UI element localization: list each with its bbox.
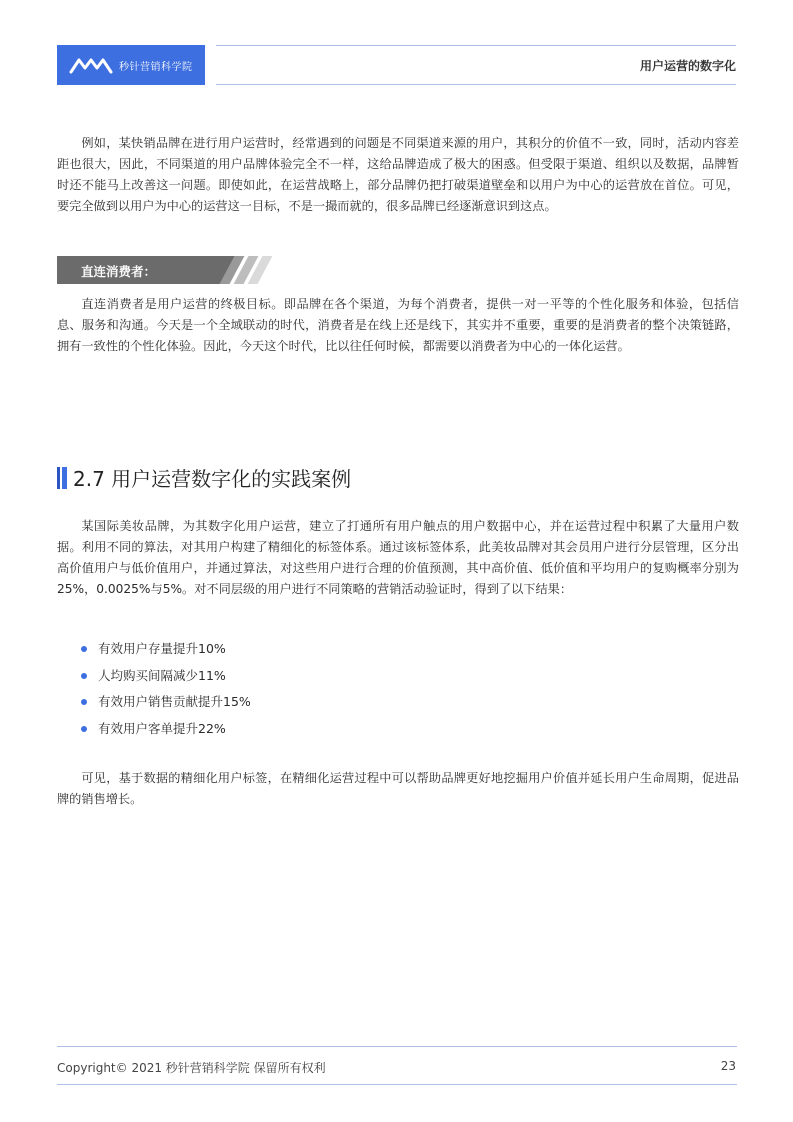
brand-logo-icon: [69, 54, 113, 76]
direct-consumer-tag: [57, 256, 272, 284]
list-item: 有效用户客单提升22%: [78, 716, 251, 743]
case-paragraph: 某国际美妆品牌，为其数字化用户运营，建立了打通所有用户触点的用户数据中心，并在运营过程中积累了大量用户数据。利用不同的算法，对其用户构建了精细化的标签体系。通过该标签体系，此美妆品牌对其会员用户进行分层管理，区分出高价值用户与低价值用户，并通过算法，对这些用户进行合理的价值预测，其中高价值、低价值和平均用户的复购概率分别为25%，0.0025%与5%。对不同层级的用户进行不同策略的营销活动验证时，得到了以下结果：: [57, 519, 739, 596]
brand-logo-text: 秒针营销科学院: [119, 61, 193, 73]
brand-logo: [57, 45, 205, 85]
copyright-text: Copyright© 2021 秒针营销科学院 保留所有权利: [57, 1061, 326, 1075]
page-number: 23: [720, 1059, 736, 1073]
tag-label: 直连消费者：: [81, 264, 157, 279]
running-header-title: 用户运营的数字化: [639, 59, 736, 73]
section-accent-marker: [57, 467, 67, 489]
intro-paragraph: 例如，某快销品牌在进行用户运营时，经常遇到的问题是不同渠道来源的用户，其积分的价值不一致，同时，活动内容差距也很大，因此，不同渠道的用户品牌体验完全不一样，这给品牌造成了极大的困惑。但受限于渠道、组织以及数据，品牌暂时还不能马上改善这一问题。即使如此，在运营战略上，部分品牌仍把打破渠道壁垒和以用户为中心的运营放在首位。可见，要完全做到以用户为中心的运营这一目标，不是一撮而就的，很多品牌已经逐渐意识到这点。: [57, 136, 739, 213]
header-divider-top: [216, 45, 736, 46]
footer-divider-top: [57, 1046, 737, 1047]
header-divider-bottom: [216, 84, 736, 85]
section-heading: 2.7 用户运营数字化的实践案例: [73, 467, 352, 491]
conclusion-paragraph: 可见，基于数据的精细化用户标签，在精细化运营过程中可以帮助品牌更好地挖掘用户价值并延长用户生命周期，促进品牌的销售增长。: [57, 771, 739, 806]
list-item: 有效用户销售贡献提升15%: [78, 689, 251, 716]
footer-divider-bottom: [57, 1084, 737, 1085]
list-item: 有效用户存量提升10%: [78, 636, 251, 663]
direct-consumer-paragraph: 直连消费者是用户运营的终极目标。即品牌在各个渠道，为每个消费者，提供一对一平等的个性化服务和体验，包括信息、服务和沟通。今天是一个全域联动的时代，消费者是在线上还是线下，其实并不重要，重要的是消费者的整个决策链路，拥有一致性的个性化体验。因此，今天这个时代，比以往任何时候，都需要以消费者为中心的一体化运营。: [57, 297, 739, 353]
list-item: 人均购买间隔减少11%: [78, 663, 251, 690]
results-list: [78, 636, 251, 743]
